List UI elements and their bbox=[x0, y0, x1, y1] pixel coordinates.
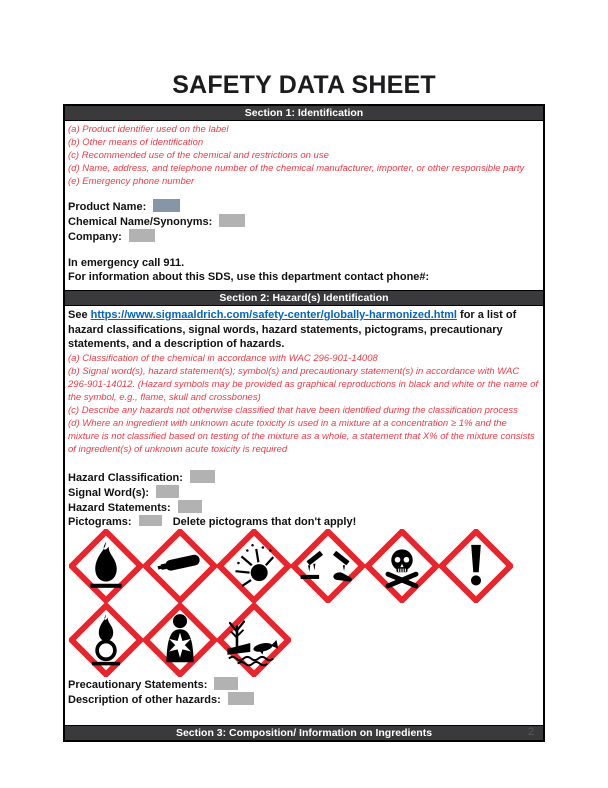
section3-header: Section 3: Composition/ Information on Ingredients bbox=[65, 725, 543, 740]
ghs-exploding-bomb-pictogram[interactable] bbox=[217, 529, 291, 603]
pictograms-line bbox=[68, 515, 540, 529]
instruction-line-d: (d) Name, address, and telephone number of the chemical manufacturer, importer, or other responsible party bbox=[68, 163, 525, 174]
spacer bbox=[68, 707, 540, 719]
section2-body bbox=[65, 306, 543, 725]
spacer bbox=[68, 188, 540, 199]
signal-words-label: Signal Word(s): bbox=[68, 486, 150, 499]
page-number: 2 bbox=[528, 726, 535, 738]
pictograms-field[interactable] bbox=[139, 515, 162, 526]
intro-suffix: for a list of hazard classifications, signal words, hazard statements, pictograms, precautionary statements, and a description of hazards. bbox=[68, 309, 517, 350]
product-name-line bbox=[68, 199, 540, 214]
instruction-line-b: (b) Signal word(s), hazard statement(s); symbol(s) and precautionary statement(s) in accordance with WAC 296-901-14012. (Hazard symbols may be provided as graphical reproductions in black and white or the name of the symbol, e.g., flame, skull and crossbones) bbox=[68, 365, 538, 403]
pictogram-row-1 bbox=[69, 529, 540, 603]
other-hazards-line bbox=[68, 692, 540, 707]
instruction-line-c: (c) Describe any hazards not otherwise classified that have been identified during the classification process bbox=[68, 404, 518, 416]
company-label: Company: bbox=[68, 231, 122, 243]
chemical-name-field[interactable] bbox=[219, 214, 245, 227]
pictogram-row-2 bbox=[69, 603, 540, 677]
hazard-statements-field[interactable] bbox=[178, 500, 202, 513]
company-field[interactable] bbox=[129, 229, 155, 242]
ghs-environment-pictogram[interactable] bbox=[217, 603, 291, 677]
precautionary-field[interactable] bbox=[214, 677, 238, 690]
sds-contact-line: For information about this SDS, use this department contact phone#: bbox=[68, 271, 430, 283]
precautionary-label: Precautionary Statements: bbox=[68, 678, 208, 691]
instruction-line-a: (a) Classification of the chemical in accordance with WAC 296-901-14008 bbox=[68, 352, 378, 364]
intro-prefix: See bbox=[68, 309, 91, 321]
signal-words-line bbox=[68, 485, 540, 500]
ghs-gas-cylinder-pictogram[interactable] bbox=[143, 529, 217, 603]
hazard-classification-label: Hazard Classification: bbox=[68, 471, 183, 484]
ghs-skull-crossbones-pictogram[interactable] bbox=[365, 529, 439, 603]
ghs-flame-pictogram[interactable] bbox=[69, 529, 143, 603]
sds-table bbox=[63, 104, 545, 742]
ghs-health-hazard-pictogram[interactable] bbox=[143, 603, 217, 677]
section1-body bbox=[65, 121, 543, 290]
sigma-aldrich-link[interactable]: https://www.sigmaaldrich.com/safety-center/globally-harmonized.html bbox=[90, 309, 457, 321]
spacer bbox=[68, 244, 540, 256]
spacer bbox=[68, 456, 540, 470]
hazard-intro-paragraph bbox=[68, 308, 540, 352]
pictograms-note: Delete pictograms that don't apply! bbox=[172, 515, 357, 528]
chemical-name-label: Chemical Name/Synonyms: bbox=[68, 216, 213, 228]
chemical-name-line bbox=[68, 214, 540, 229]
section1-header: Section 1: Identification bbox=[65, 106, 543, 121]
hazard-statements-label: Hazard Statements: bbox=[68, 501, 171, 514]
hazard-classification-line bbox=[68, 470, 540, 485]
pictograms-label: Pictograms: bbox=[68, 515, 132, 528]
section2-header: Section 2: Hazard(s) Identification bbox=[65, 290, 543, 306]
hazard-statements-line bbox=[68, 500, 540, 515]
other-hazards-field[interactable] bbox=[228, 692, 254, 705]
instruction-line-c: (c) Recommended use of the chemical and restrictions on use bbox=[68, 150, 329, 161]
page-title: SAFETY DATA SHEET bbox=[172, 71, 436, 99]
signal-words-field[interactable] bbox=[156, 485, 179, 498]
instruction-line-d: (d) Where an ingredient with unknown acute toxicity is used in a mixture at a concentration ≥ 1% and the mixture is not classified based on testing of the mixture as a whole, a statement that X% of the mixture consists of ingredient(s) of unknown acute toxicity is required bbox=[68, 417, 535, 455]
hazard-classification-field[interactable] bbox=[190, 470, 215, 483]
ghs-corrosion-pictogram[interactable] bbox=[291, 529, 365, 603]
ghs-exclamation-pictogram[interactable] bbox=[439, 529, 513, 603]
instruction-line-a: (a) Product identifier used on the label bbox=[68, 124, 229, 135]
other-hazards-label: Description of other hazards: bbox=[68, 693, 221, 706]
instruction-line-e: (e) Emergency phone number bbox=[68, 176, 195, 187]
emergency-call-line: In emergency call 911. bbox=[68, 257, 185, 269]
company-line bbox=[68, 229, 540, 244]
product-name-label: Product Name: bbox=[68, 201, 147, 213]
ghs-flame-over-circle-pictogram[interactable] bbox=[69, 603, 143, 677]
product-name-field[interactable] bbox=[153, 199, 180, 212]
precautionary-line bbox=[68, 677, 540, 692]
instruction-line-b: (b) Other means of identification bbox=[68, 137, 204, 148]
